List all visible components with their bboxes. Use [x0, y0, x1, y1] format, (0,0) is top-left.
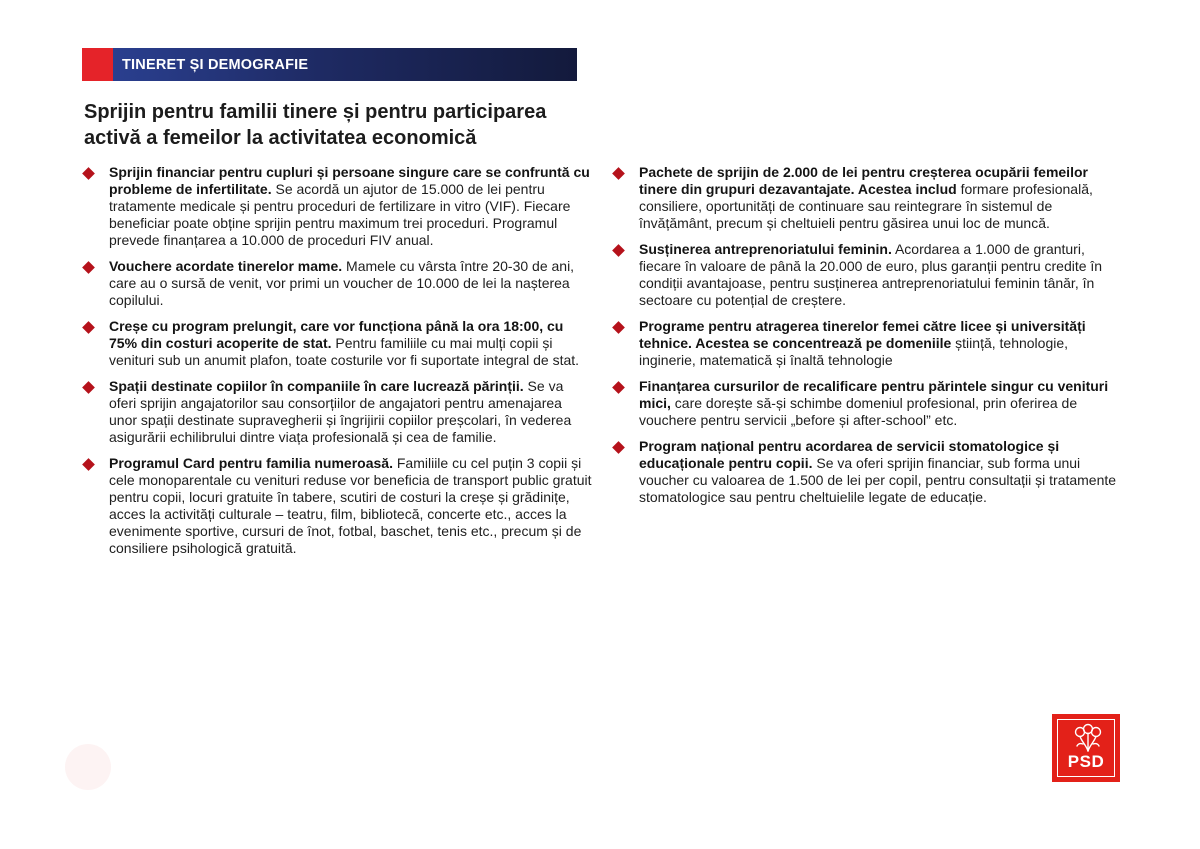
item-bold-text: Vouchere acordate tinerelor mame.: [109, 258, 343, 274]
item-bold-text: Creșe cu program prelungit, care vor funcționa până la ora 18:00, cu 75% din costuri acoperite de stat.: [109, 318, 564, 351]
item-text: [639, 318, 1120, 369]
list-item: [612, 164, 1120, 232]
diamond-bullet-icon: [612, 244, 625, 257]
list-item: [82, 378, 592, 446]
item-text: [109, 164, 592, 249]
item-body-text: știință, tehnologie, inginerie, matematică și înaltă tehnologie: [639, 335, 1069, 368]
section-banner: [82, 48, 577, 81]
right-column: [612, 164, 1120, 515]
item-bold-text: Sprijin financiar pentru cupluri și persoane singure care se confruntă cu probleme de infertilitate.: [109, 164, 590, 197]
item-body-text: Familiile cu cel puțin 3 copii și cele monoparentale cu venituri reduse vor beneficia de transport public gratuit pentru copii, locuri gratuite în tabere, scutiri de costuri la creșe și grădinițe, acces la activități culturale – teatru, film, bibliotecă, concerte etc., acces la evenimente sportive, cursuri de înot, fotbal, baschet, tenis etc., precum și de consiliere psihologică gratuită.: [109, 455, 592, 556]
item-bold-text: Program național pentru acordarea de servicii stomatologice și educaționale pentru copii.: [639, 438, 1060, 471]
item-body-text: Acordarea a 1.000 de granturi, fiecare în valoare de până la 20.000 de euro, plus garanții pentru credite în condiții avantajoase, pentru susținerea antreprenoriatului feminin tânăr, în sectoare cu potențial de creștere.: [639, 241, 1103, 308]
list-item: [612, 241, 1120, 309]
banner-red-accent: [82, 48, 113, 81]
item-bold-text: Susținerea antreprenoriatului feminin.: [639, 241, 892, 257]
item-bold-text: Spații destinate copiilor în companiile în care lucrează părinții.: [109, 378, 524, 394]
item-text: [639, 378, 1120, 429]
list-item: [82, 164, 592, 249]
item-body-text: Se va oferi sprijin financiar, sub forma unui voucher cu valoarea de 1.500 de lei per copil, pentru consultații și tratamente stomatologice sau pentru cheltuielile legate de educație.: [639, 455, 1117, 505]
diamond-bullet-icon: [612, 167, 625, 180]
item-body-text: formare profesională, consiliere, oportunități de continuare sau reintegrare în sistemul de învățământ, precum și cheltuieli pentru găsirea unui loc de muncă.: [639, 181, 1093, 231]
diamond-bullet-icon: [82, 458, 95, 471]
list-item: [612, 318, 1120, 369]
logo-text: PSD: [1067, 752, 1105, 771]
item-bold-text: Programul Card pentru familia numeroasă.: [109, 455, 393, 471]
item-bold-text: Pachete de sprijin de 2.000 de lei pentru creșterea ocupării femeilor tinere din grupuri dezavantajate. Acestea includ: [639, 164, 1088, 197]
list-item: [82, 318, 592, 369]
left-column: [82, 164, 592, 566]
list-item: [612, 438, 1120, 506]
diamond-bullet-icon: [82, 167, 95, 180]
item-text: [109, 455, 592, 557]
item-body-text: Se acordă un ajutor de 15.000 de lei pentru tratamente medicale și pentru proceduri de fertilizare in vitro (VIF). Fiecare beneficiar poate obține sprijin pentru maximum trei proceduri. Programul prevede finanțarea a 10.000 de proceduri FIV anual.: [109, 181, 571, 248]
list-item: [82, 455, 592, 557]
diamond-bullet-icon: [82, 261, 95, 274]
item-body-text: Se va oferi sprijin angajatorilor sau consorțiilor de angajatori pentru amenajarea unor spații destinate supravegherii și îngrijirii copiilor preșcolari, în vederea asigurării echilibrului dintre viața profesională și cea de familie.: [109, 378, 572, 445]
item-text: [639, 241, 1120, 309]
page-title: Sprijin pentru familii tinere și pentru participarea activă a femeilor la activitatea economică: [84, 101, 547, 149]
item-text: [109, 258, 592, 309]
diamond-bullet-icon: [82, 381, 95, 394]
item-text: [639, 164, 1120, 232]
psd-logo: [1052, 714, 1120, 782]
list-item: [82, 258, 592, 309]
item-body-text: Mamele cu vârsta între 20-30 de ani, care au o sursă de venit, vor primi un voucher de 10.000 de lei la nașterea copilului.: [109, 258, 575, 308]
item-text: [109, 378, 592, 446]
item-bold-text: Programe pentru atragerea tinerelor femei către licee și universități tehnice. Acestea se concentrează pe domeniile: [639, 318, 1086, 351]
diamond-bullet-icon: [612, 381, 625, 394]
diamond-bullet-icon: [612, 441, 625, 454]
list-item: [612, 378, 1120, 429]
diamond-bullet-icon: [82, 321, 95, 334]
item-body-text: Pentru familiile cu mai mulți copii și venituri sub un anumit plafon, toate costurile vor fi suportate integral de stat.: [109, 335, 580, 368]
item-text: [639, 438, 1120, 506]
item-body-text: care dorește să-și schimbe domeniul profesional, prin oferirea de vouchere pentru servicii „before și after-school” etc.: [639, 395, 1078, 428]
item-text: [109, 318, 592, 369]
rose-icon: [1071, 723, 1105, 753]
decorative-circle: [65, 744, 111, 790]
diamond-bullet-icon: [612, 321, 625, 334]
item-bold-text: Finanțarea cursurilor de recalificare pentru părintele singur cu venituri mici,: [639, 378, 1109, 411]
section-label: TINERET ȘI DEMOGRAFIE: [113, 48, 577, 81]
